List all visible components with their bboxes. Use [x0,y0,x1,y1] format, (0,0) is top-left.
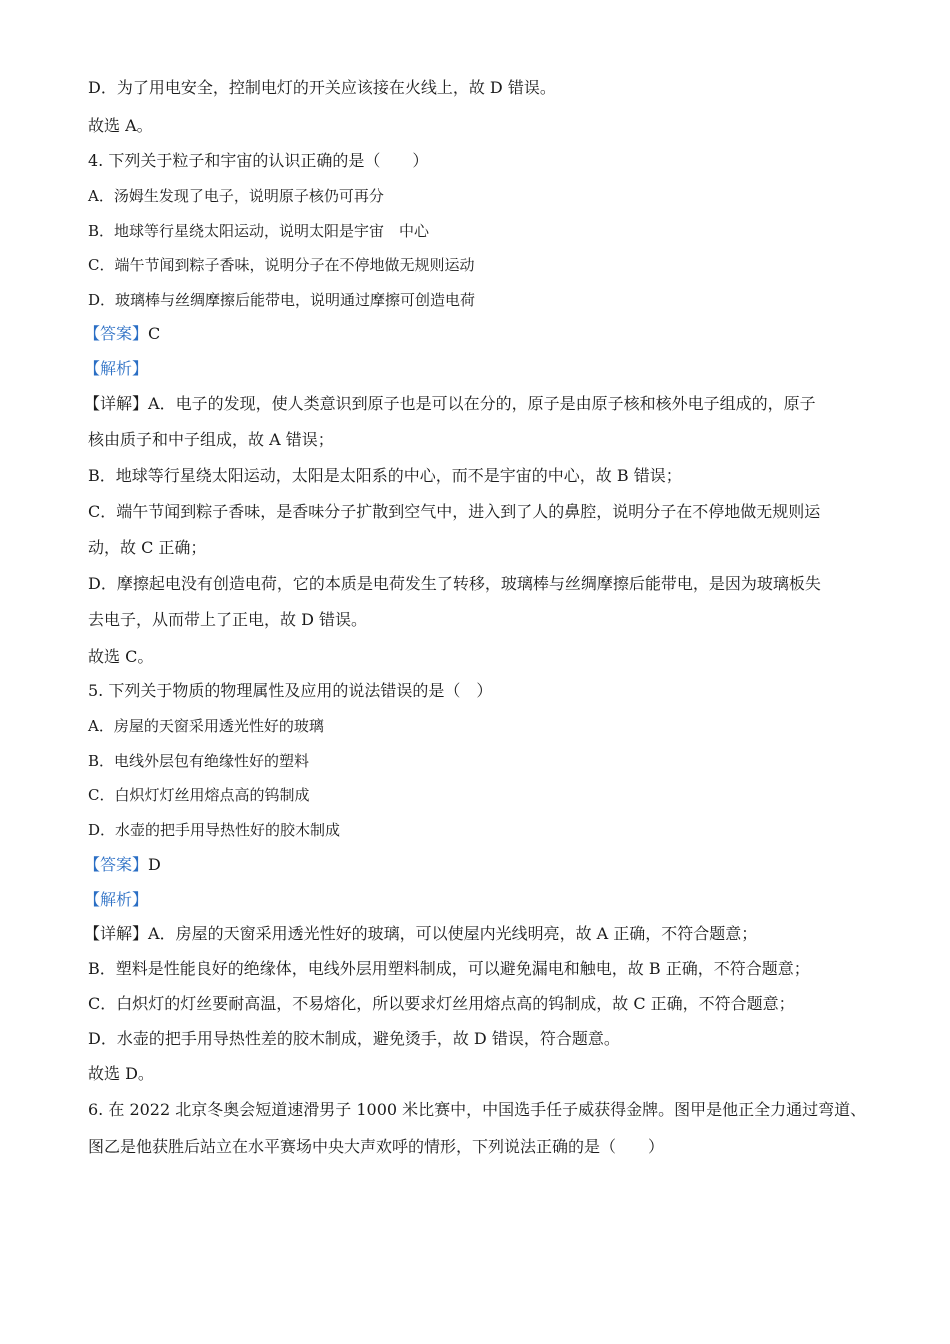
q4-answer-line [84,324,160,344]
q4-detail-a-line2: 核由质子和中子组成，故 A 错误； [88,430,334,449]
q5-detail-d: D．水壶的把手用导热性差的胶木制成，避免烫手，故 D 错误，符合题意。 [88,1029,620,1048]
q5-option-d: D．水壶的把手用导热性好的胶木制成 [88,821,341,839]
q4-answer-tag: 【答案】 [84,324,149,343]
q4-analysis-tag-line [84,359,148,379]
q4-detail-a-text1: A．电子的发现，使人类意识到原子也是可以在分的，原子是由原子核和核外电子组成的，原子 [148,394,816,413]
q5-option-c: C．白炽灯灯丝用熔点高的钨制成 [88,786,310,804]
q5-stem: 5. 下列关于物质的物理属性及应用的说法错误的是（ ） [88,681,493,700]
q5-detail-a-line [84,924,757,944]
q5-detail-c: C．白炽灯的灯丝要耐高温，不易熔化，所以要求灯丝用熔点高的钨制成，故 C 正确，不符合题意； [88,994,795,1013]
q4-option-a: A．汤姆生发现了电子，说明原子核仍可再分 [88,187,384,205]
q4-detail-b: B．地球等行星绕太阳运动，太阳是太阳系的中心，而不是宇宙的中心，故 B 错误； [88,466,682,485]
prev-option-d-explanation: D．为了用电安全，控制电灯的开关应该接在火线上，故 D 错误。 [88,78,556,97]
q5-option-b: B．电线外层包有绝缘性好的塑料 [88,752,310,770]
q4-answer-value: C [148,324,161,343]
q4-option-b: B．地球等行星绕太阳运动，说明太阳是宇宙 中心 [88,222,430,240]
q5-analysis-tag: 【解析】 [84,890,149,909]
q5-detail-a-text: A．房屋的天窗采用透光性好的玻璃，可以使屋内光线明亮，故 A 正确，不符合题意； [148,924,758,943]
q4-analysis-tag: 【解析】 [84,359,149,378]
q4-detail-d-line2: 去电子，从而带上了正电，故 D 错误。 [88,610,368,629]
q5-analysis-tag-line [84,890,148,910]
q5-detail-b: B．塑料是性能良好的绝缘体，电线外层用塑料制成，可以避免漏电和触电，故 B 正确，不符合题意； [88,959,810,978]
q5-conclusion: 故选 D。 [88,1064,154,1083]
q4-option-d: D．玻璃棒与丝绸摩擦后能带电，说明通过摩擦可创造电荷 [88,291,476,309]
q4-conclusion: 故选 C。 [88,647,154,666]
q5-answer-line [84,855,161,875]
q5-answer-value: D [148,855,161,874]
q5-detail-tag: 【详解】 [84,924,149,943]
q6-stem-line2: 图乙是他获胜后站立在水平赛场中央大声欢呼的情形，下列说法正确的是（ ） [88,1137,665,1156]
q4-detail-tag: 【详解】 [84,394,149,413]
q5-answer-tag: 【答案】 [84,855,149,874]
q6-stem-line1: 6. 在 2022 北京冬奥会短道速滑男子 1000 米比赛中，中国选手任子威获得金牌。图甲是他正全力通过弯道、 [88,1100,867,1119]
q4-option-c: C．端午节闻到粽子香味，说明分子在不停地做无规则运动 [88,256,475,274]
q4-detail-a-line1 [84,394,816,414]
q4-detail-c-line1: C．端午节闻到粽子香味，是香味分子扩散到空气中，进入到了人的鼻腔，说明分子在不停地做无规则运 [88,502,821,521]
q4-detail-c-line2: 动，故 C 正确； [88,538,207,557]
q4-stem: 4. 下列关于粒子和宇宙的认识正确的是（ ） [88,151,429,170]
q5-option-a: A．房屋的天窗采用透光性好的玻璃 [88,717,324,735]
q4-detail-d-line1: D．摩擦起电没有创造电荷，它的本质是电荷发生了转移，玻璃棒与丝绸摩擦后能带电，是因为玻璃板失 [88,574,821,593]
prev-conclusion: 故选 A。 [88,116,153,135]
